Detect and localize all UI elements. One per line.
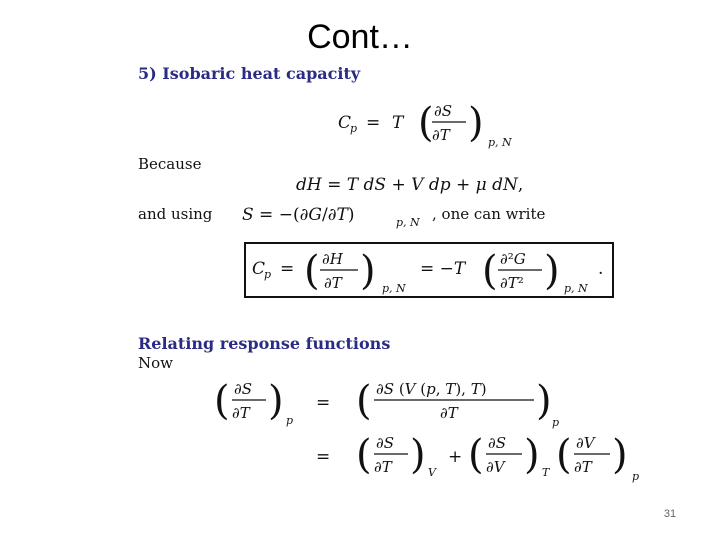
equation-cp-boxed: [246, 244, 612, 296]
svg-text:): ): [536, 378, 552, 424]
svg-text:dH = T dS + V dp + μ dN,: dH = T dS + V dp + μ dN,: [296, 175, 524, 195]
svg-text:p, N: p, N: [564, 282, 588, 295]
svg-text:∂V: ∂V: [486, 458, 505, 476]
svg-text:∂T: ∂T: [432, 126, 450, 144]
svg-text:=: =: [366, 113, 381, 133]
svg-text:∂S: ∂S: [488, 434, 507, 452]
equation-s-relation: [238, 200, 438, 230]
svg-text:): ): [360, 248, 376, 294]
svg-text:p: p: [552, 416, 560, 429]
svg-text:(: (: [356, 432, 372, 478]
svg-text:∂T: ∂T: [440, 404, 458, 422]
svg-text:=: =: [316, 393, 331, 413]
equation-response-functions: [212, 374, 652, 486]
svg-text:T: T: [542, 466, 550, 479]
svg-text:∂T: ∂T: [374, 458, 392, 476]
section-heading-isobaric: 5) Isobaric heat capacity: [138, 64, 361, 83]
text-one-can-write: , one can write: [432, 205, 546, 223]
svg-text:∂²G: ∂²G: [500, 250, 526, 268]
equation-cp-definition: [330, 92, 530, 152]
svg-text:(: (: [418, 100, 434, 146]
svg-text:=: =: [280, 259, 295, 279]
svg-text:): ): [410, 432, 426, 478]
equation-dh: [292, 170, 582, 200]
svg-text:(: (: [356, 378, 372, 424]
svg-text:∂T: ∂T: [574, 458, 592, 476]
svg-text:∂H: ∂H: [322, 250, 343, 268]
svg-text:∂S: ∂S: [376, 434, 395, 452]
svg-text:S = −(∂G/∂T): S = −(∂G/∂T): [242, 205, 355, 225]
svg-text:=: =: [316, 447, 331, 467]
svg-text:∂T: ∂T: [232, 404, 250, 422]
svg-text:(: (: [304, 248, 320, 294]
svg-text:+: +: [448, 447, 463, 467]
svg-text:(: (: [214, 378, 230, 424]
text-because: Because: [138, 155, 202, 173]
svg-text:C: C: [338, 113, 352, 133]
svg-text:∂V: ∂V: [576, 434, 595, 452]
svg-text:V: V: [428, 466, 436, 479]
svg-text:∂S (V (p, T), T): ∂S (V (p, T), T): [376, 380, 487, 398]
svg-text:): ): [468, 100, 484, 146]
svg-text:.: .: [598, 259, 604, 279]
slide-title: Cont…: [307, 18, 413, 56]
svg-text:∂S: ∂S: [234, 380, 253, 398]
svg-text:∂S: ∂S: [434, 102, 453, 120]
svg-text:): ): [544, 248, 560, 294]
svg-text:p, N: p, N: [488, 136, 512, 149]
svg-text:p: p: [264, 268, 272, 281]
svg-text:): ): [524, 432, 540, 478]
text-now: Now: [138, 354, 173, 372]
svg-text:p: p: [632, 470, 640, 483]
slide-number: 31: [663, 508, 677, 520]
svg-text:T: T: [392, 113, 404, 133]
svg-text:): ): [268, 378, 284, 424]
svg-text:p, N: p, N: [382, 282, 406, 295]
svg-text:(: (: [482, 248, 498, 294]
svg-text:(: (: [556, 432, 572, 478]
svg-text:∂T²: ∂T²: [500, 274, 524, 292]
svg-text:(: (: [468, 432, 484, 478]
svg-text:p: p: [286, 414, 294, 427]
svg-text:): ): [612, 432, 628, 478]
text-and-using: and using: [138, 205, 213, 223]
svg-text:C: C: [252, 259, 266, 279]
svg-text:= −T: = −T: [420, 259, 466, 279]
svg-text:∂T: ∂T: [324, 274, 342, 292]
svg-text:p, N: p, N: [396, 216, 420, 229]
section-heading-relating: Relating response functions: [138, 334, 391, 353]
svg-text:p: p: [350, 122, 358, 135]
